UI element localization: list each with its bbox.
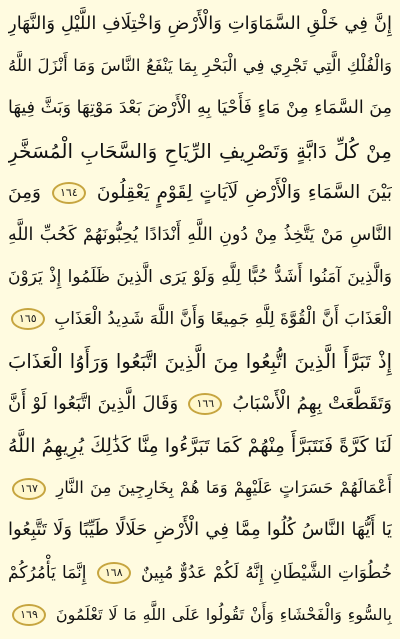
ayah-number-marker xyxy=(188,393,222,415)
ayah-number: ١٦٩ xyxy=(20,608,38,622)
verse-text: بَيْنَ السَّمَاءِ وَالْأَرْضِ لَآيَاتٍ لِقَوْمٍ يَعْقِلُونَ xyxy=(96,181,392,203)
verse-text: لَنَا كَرَّةً فَنَتَبَرَّأَ مِنْهُمْ كَمَا تَبَرَّءُوا مِنَّا كَذَٰلِكَ يُرِيهِمُ اللَّهُ xyxy=(8,435,392,458)
verse-text: إِنَّمَا يَأْمُرُكُمْ xyxy=(8,562,87,583)
ayah-number: ١٦٤ xyxy=(60,185,78,199)
verse-text: بِالسُّوءِ وَالْفَحْشَاءِ وَأَنْ تَقُولُوا عَلَى اللَّهِ مَا لَا تَعْلَمُونَ xyxy=(55,604,392,624)
verse-text: وَالْفُلْكِ الَّتِي تَجْرِي فِي الْبَحْرِ بِمَا يَنْفَعُ النَّاسَ وَمَا أَنْزَلَ اللَّهُ xyxy=(8,56,392,76)
verse-line xyxy=(8,88,392,128)
ayah-number: ١٦٧ xyxy=(20,481,38,495)
ayah-number-marker xyxy=(52,182,86,204)
ayah-number-marker xyxy=(12,604,46,626)
verse-text: وَتَقَطَّعَتْ بِهِمُ الْأَسْبَابُ xyxy=(232,392,392,414)
verse-line xyxy=(8,46,392,86)
verse-line xyxy=(8,468,392,508)
verse-line xyxy=(8,131,392,171)
verse-text: إِنَّ فِي خَلْقِ السَّمَاوَاتِ وَالْأَرْضِ وَاخْتِلَافِ اللَّيْلِ وَالنَّهَارِ xyxy=(8,13,392,34)
verse-line xyxy=(8,342,392,382)
verse-text: مِنْ كُلِّ دَابَّةٍ وَتَصْرِيفِ الرِّيَاحِ وَالسَّحَابِ الْمُسَخَّرِ xyxy=(8,138,392,163)
verse-line xyxy=(8,426,392,466)
verse-text: وَقَالَ الَّذِينَ اتَّبَعُوا لَوْ أَنَّ xyxy=(8,392,179,414)
verse-text: النَّاسِ مَنْ يَتَّخِذُ مِنْ دُونِ اللَّهِ أَنْدَادًا يُحِبُّونَهُمْ كَحُبِّ اللَّهِ xyxy=(8,225,392,246)
verse-line xyxy=(8,173,392,213)
verse-line xyxy=(8,4,392,44)
ayah-number-marker xyxy=(97,562,131,584)
verse-line xyxy=(8,257,392,297)
verse-text: خُطُوَاتِ الشَّيْطَانِ إِنَّهُ لَكُمْ عَدُوٌّ مُبِينٌ xyxy=(141,562,392,583)
verse-line xyxy=(8,595,392,635)
verse-line xyxy=(8,299,392,339)
ayah-number-marker xyxy=(11,308,45,330)
ayah-number-marker xyxy=(12,478,46,500)
verse-text: أَعْمَالَهُمْ حَسَرَاتٍ عَلَيْهِمْ وَمَا هُمْ بِخَارِجِينَ مِنَ النَّارِ xyxy=(56,478,392,498)
verse-text: الْعَذَابَ أَنَّ الْقُوَّةَ لِلَّهِ جَمِيعًا وَأَنَّ اللَّهَ شَدِيدُ الْعَذَابِ xyxy=(54,309,392,330)
verse-line xyxy=(8,553,392,593)
verse-text: وَمِنَ xyxy=(8,181,41,203)
ayah-number: ١٦٦ xyxy=(196,396,215,410)
verse-line xyxy=(8,384,392,424)
verse-text: إِذْ تَبَرَّأَ الَّذِينَ اتُّبِعُوا مِنَ الَّذِينَ اتَّبَعُوا وَرَأَوُا الْعَذَابَ xyxy=(8,349,392,373)
ayah-number: ١٦٨ xyxy=(104,565,123,579)
verse-text: مِنَ السَّمَاءِ مِنْ مَاءٍ فَأَحْيَا بِهِ الْأَرْضَ بَعْدَ مَوْتِهَا وَبَثَّ فِيهَا xyxy=(8,98,392,119)
verse-text: وَالَّذِينَ آمَنُوا أَشَدُّ حُبًّا لِلَّهِ وَلَوْ يَرَى الَّذِينَ ظَلَمُوا إِذْ يَرَوْنَ xyxy=(8,267,392,288)
text-lines xyxy=(8,4,392,635)
verse-line xyxy=(8,215,392,255)
verse-text: يَا أَيُّهَا النَّاسُ كُلُوا مِمَّا فِي الْأَرْضِ حَلَالًا طَيِّبًا وَلَا تَتَّبِعُوا xyxy=(8,519,392,541)
verse-line xyxy=(8,510,392,550)
ayah-number: ١٦٥ xyxy=(18,312,37,326)
